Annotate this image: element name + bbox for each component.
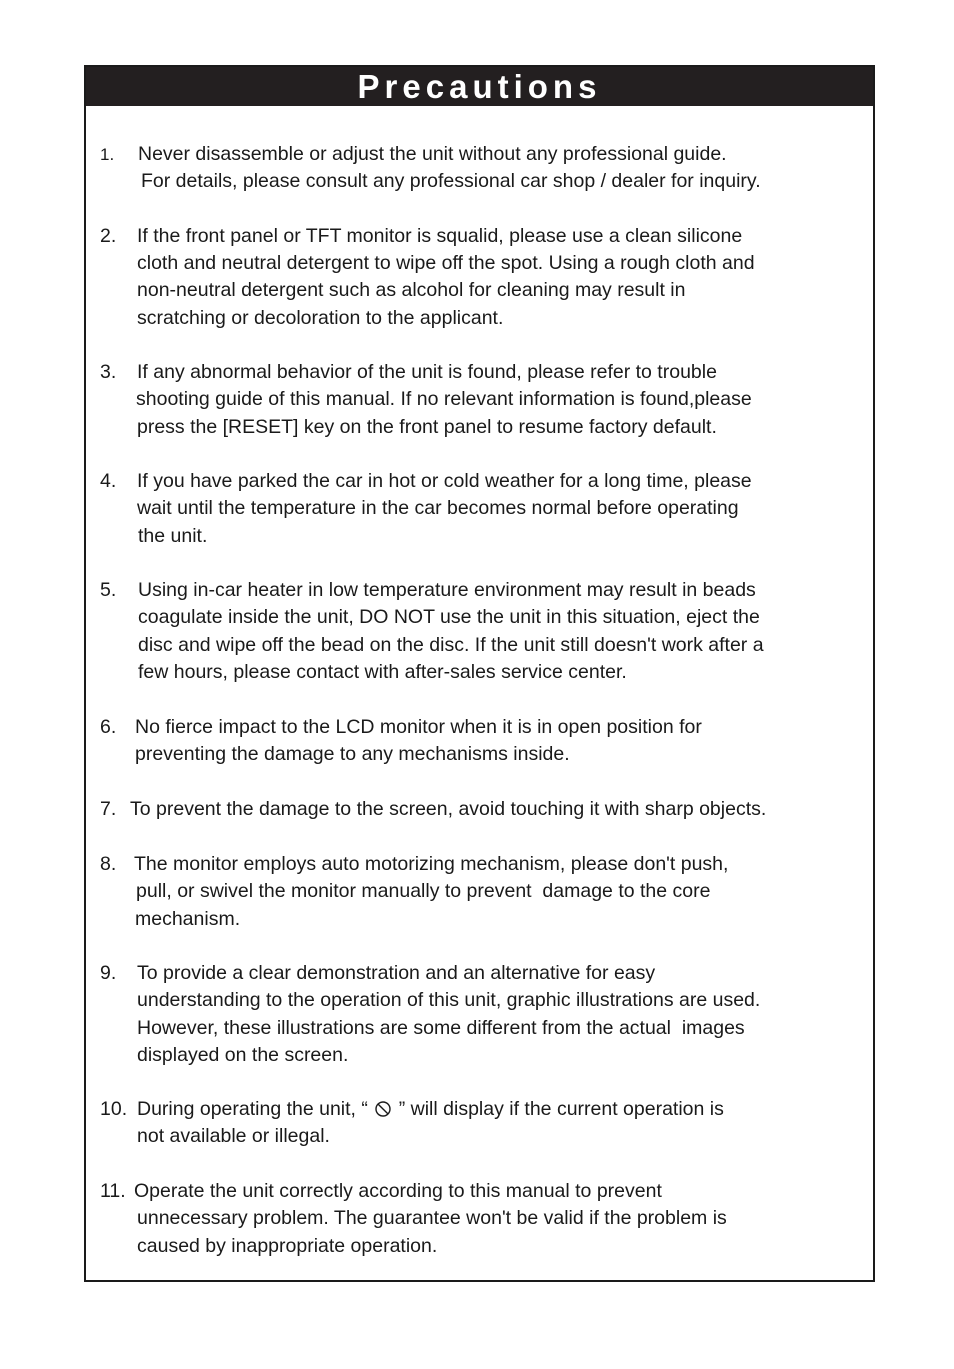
item-line-text: ” will display if the current operation is [393, 1098, 724, 1120]
item-number: 5. [100, 579, 117, 601]
item-line: However, these illustrations are some different from the actual images [137, 1017, 745, 1039]
item-line: Never disassemble or adjust the unit without any professional guide. [138, 143, 727, 165]
item-line: coagulate inside the unit, DO NOT use the unit in this situation, eject the [138, 606, 760, 628]
item-line: To provide a clear demonstration and an alternative for easy [137, 962, 656, 984]
item-line: If the front panel or TFT monitor is squalid, please use a clean silicone [137, 225, 743, 247]
item-line: understanding to the operation of this unit, graphic illustrations are used. [137, 989, 761, 1011]
item-line: cloth and neutral detergent to wipe off the spot. Using a rough cloth and [137, 252, 755, 274]
item-line: displayed on the screen. [137, 1044, 349, 1066]
item-number: 11. [100, 1180, 126, 1202]
item-number: 2. [100, 225, 117, 247]
prohibited-icon [375, 1101, 391, 1117]
item-number: 1. [100, 145, 115, 164]
item-number: 10. [100, 1098, 128, 1120]
item-line: If any abnormal behavior of the unit is found, please refer to trouble [137, 361, 717, 383]
page-title: Precautions [86, 67, 873, 106]
item-number: 9. [100, 962, 117, 984]
item-number: 8. [100, 853, 117, 875]
item-line: For details, please consult any professional car shop / dealer for inquiry. [141, 170, 761, 192]
item-line: To prevent the damage to the screen, avoid touching it with sharp objects. [130, 798, 767, 820]
item-line: scratching or decoloration to the applicant. [137, 307, 504, 329]
item-line: mechanism. [135, 908, 241, 930]
item-line: wait until the temperature in the car becomes normal before operating [137, 497, 739, 519]
item-line: unnecessary problem. The guarantee won't be valid if the problem is [137, 1207, 727, 1229]
item-line [137, 1096, 724, 1123]
item-line: Operate the unit correctly according to this manual to prevent [134, 1180, 662, 1202]
item-line: pull, or swivel the monitor manually to prevent damage to the core [136, 880, 711, 902]
item-number: 4. [100, 470, 117, 492]
item-line: preventing the damage to any mechanisms inside. [135, 743, 570, 765]
item-line: If you have parked the car in hot or cold weather for a long time, please [137, 470, 752, 492]
item-line: disc and wipe off the bead on the disc. If the unit still doesn't work after a [138, 634, 764, 656]
item-line: not available or illegal. [137, 1125, 330, 1147]
item-number: 6. [100, 716, 117, 738]
item-line: few hours, please contact with after-sales service center. [138, 661, 627, 683]
item-line: press the [RESET] key on the front panel to resume factory default. [137, 416, 717, 438]
item-line: non-neutral detergent such as alcohol for cleaning may result in [137, 279, 686, 301]
item-line: shooting guide of this manual. If no relevant information is found,please [136, 388, 752, 410]
item-number: 7. [100, 798, 117, 820]
item-line-text: During operating the unit, “ [137, 1098, 374, 1120]
item-line: No fierce impact to the LCD monitor when it is in open position for [135, 716, 702, 738]
item-line: Using in-car heater in low temperature environment may result in beads [138, 579, 756, 601]
item-line: the unit. [138, 525, 208, 547]
item-line: The monitor employs auto motorizing mechanism, please don't push, [134, 853, 729, 875]
item-number: 3. [100, 361, 117, 383]
item-line: caused by inappropriate operation. [137, 1235, 438, 1257]
